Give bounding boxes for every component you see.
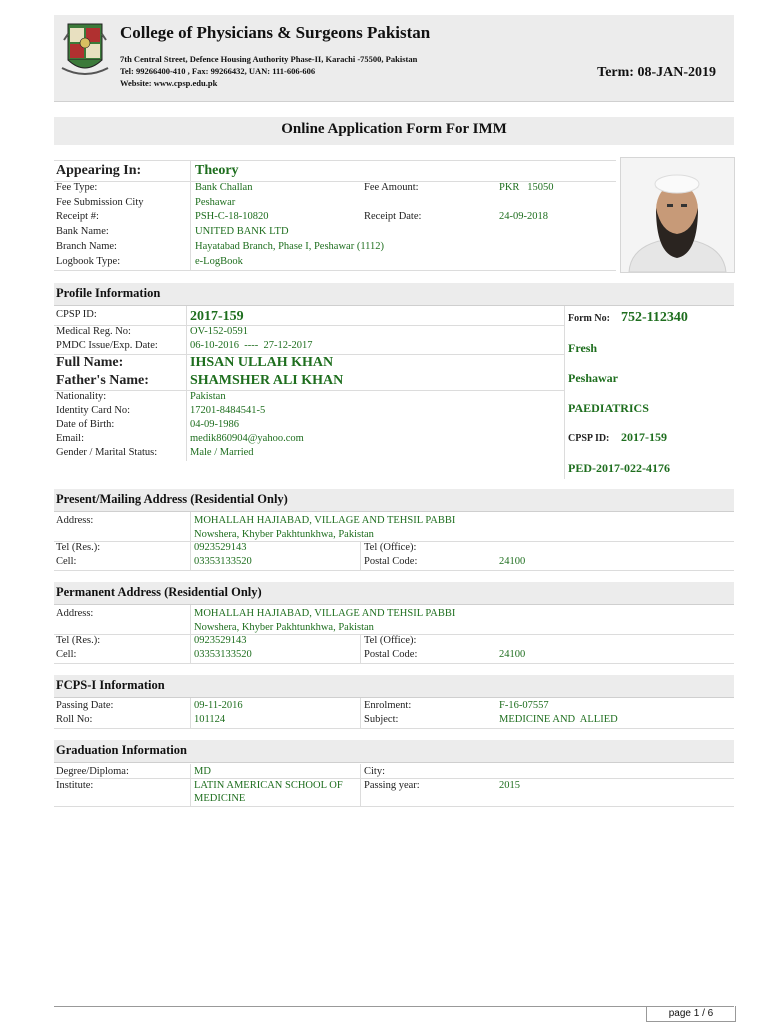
gender-value: Male / Married [190, 447, 254, 458]
fcps-passing-value: 09-11-2016 [194, 700, 243, 711]
email-value: medik860904@yahoo.com [190, 433, 304, 444]
branch-value: Hayatabad Branch, Phase I, Peshawar (1112) [195, 241, 385, 252]
fcps-passing-label: Passing Date: [56, 700, 114, 711]
present-tel-value: 0923529143 [194, 542, 247, 553]
permanent-address-line1: MOHALLAH HAJIABAD, VILLAGE AND TEHSIL PABBI [194, 608, 456, 619]
bank-label: Bank Name: [56, 226, 109, 237]
section-permanent-address-title: Permanent Address (Residential Only) [56, 585, 262, 599]
permanent-tel-label: Tel (Res.): [56, 635, 101, 646]
form-no-value: 752-112340 [621, 310, 688, 325]
father-name-label: Father's Name: [56, 373, 149, 388]
branch-label: Branch Name: [56, 241, 117, 252]
cpsp-id-value: 2017-159 [190, 309, 244, 324]
degree-value: MD [194, 766, 211, 777]
grad-city-label: City: [364, 766, 386, 777]
logbook-value: e-LogBook [195, 256, 243, 267]
footer-rule [54, 1006, 734, 1007]
section-fcps [54, 675, 734, 698]
section-present-address [54, 489, 734, 512]
present-tel-office-label: Tel (Office): [364, 542, 417, 553]
institute-label: Institute: [56, 780, 94, 791]
passing-year-label: Passing year: [364, 780, 420, 791]
fee-city-value: Peshawar [195, 197, 236, 208]
fcps-roll-value: 101124 [194, 714, 226, 725]
father-name-value: SHAMSHER ALI KHAN [190, 373, 344, 388]
letterhead [54, 15, 734, 102]
fcps-subject-label: Subject: [364, 714, 399, 725]
fee-amount-value: PKR 15050 [499, 182, 554, 193]
fee-amount-label: Fee Amount: [364, 182, 419, 193]
present-cell-value: 03353133520 [194, 556, 252, 567]
idcard-label: Identity Card No: [56, 405, 131, 416]
passing-year-value: 2015 [499, 780, 520, 791]
section-graduation [54, 740, 734, 763]
medreg-value: OV-152-0591 [190, 326, 248, 337]
full-name-value: IHSAN ULLAH KHAN [190, 355, 334, 370]
applicant-photo [620, 157, 735, 273]
form-title: Online Application Form For IMM [54, 117, 734, 145]
fcps-enrol-label: Enrolment: [364, 700, 412, 711]
idcard-value: 17201-8484541-5 [190, 405, 266, 416]
present-address-label: Address: [56, 515, 94, 526]
permanent-cell-label: Cell: [56, 649, 77, 660]
side-cpsp-id-value: 2017-159 [621, 430, 667, 444]
specialty: PAEDIATRICS [568, 401, 649, 415]
college-address: 7th Central Street, Defence Housing Authority Phase-II, Karachi -75500, Pakistan [120, 54, 418, 64]
fcps-enrol-value: F-16-07557 [499, 700, 549, 711]
full-name-label: Full Name: [56, 355, 124, 370]
exam-center: Peshawar [568, 371, 618, 385]
appearing-label: Appearing In: [56, 163, 142, 178]
medreg-label: Medical Reg. No: [56, 326, 131, 337]
permanent-address-line2: Nowshera, Khyber Pakhtunkhwa, Pakistan [194, 622, 374, 633]
form-no-label: Form No: [568, 313, 610, 324]
present-cell-label: Cell: [56, 556, 77, 567]
present-postal-value: 24100 [499, 556, 526, 567]
fee-city-label: Fee Submission City [56, 197, 144, 208]
institute-line2: MEDICINE [194, 793, 246, 804]
present-address-line1: MOHALLAH HAJIABAD, VILLAGE AND TEHSIL PABBI [194, 515, 456, 526]
institute-line1: LATIN AMERICAN SCHOOL OF [194, 780, 343, 791]
fee-type-label: Fee Type: [56, 182, 98, 193]
section-profile [54, 283, 734, 306]
section-profile-title: Profile Information [56, 286, 161, 300]
receipt-date-label: Receipt Date: [364, 211, 422, 222]
dob-label: Date of Birth: [56, 419, 115, 430]
section-graduation-title: Graduation Information [56, 743, 187, 757]
receipt-value: PSH-C-18-10820 [195, 211, 269, 222]
receipt-date-value: 24-09-2018 [499, 211, 548, 222]
present-tel-label: Tel (Res.): [56, 542, 101, 553]
applicant-status: Fresh [568, 341, 598, 355]
pmdc-value: 06-10-2016 ---- 27-12-2017 [190, 340, 313, 351]
college-name: College of Physicians & Surgeons Pakistan [120, 23, 431, 42]
dob-value: 04-09-1986 [190, 419, 239, 430]
email-label: Email: [56, 433, 84, 444]
fcps-subject-value: MEDICINE AND ALLIED [499, 714, 618, 725]
nationality-value: Pakistan [190, 391, 226, 402]
nationality-label: Nationality: [56, 391, 107, 402]
side-cpsp-id-label: CPSP ID: [568, 433, 610, 444]
college-phones: Tel: 99266400-410 , Fax: 99266432, UAN: 111-606-606 [120, 66, 316, 76]
permanent-cell-value: 03353133520 [194, 649, 252, 660]
page-number: page 1 / 6 [646, 1006, 736, 1022]
receipt-label: Receipt #: [56, 211, 99, 222]
permanent-postal-value: 24100 [499, 649, 526, 660]
section-fcps-title: FCPS-I Information [56, 678, 165, 692]
permanent-tel-office-label: Tel (Office): [364, 635, 417, 646]
cpsp-id-label: CPSP ID: [56, 309, 97, 320]
degree-label: Degree/Diploma: [56, 766, 129, 777]
permanent-address-label: Address: [56, 608, 94, 619]
gender-label: Gender / Marital Status: [56, 447, 158, 458]
appearing-value: Theory [195, 163, 239, 178]
section-permanent-address [54, 582, 734, 605]
college-crest-logo [60, 20, 110, 78]
logbook-label: Logbook Type: [56, 256, 121, 267]
fcps-roll-label: Roll No: [56, 714, 93, 725]
term-date: Term: 08-JAN-2019 [597, 65, 716, 80]
pmdc-label: PMDC Issue/Exp. Date: [56, 340, 158, 351]
section-present-address-title: Present/Mailing Address (Residential Only) [56, 492, 288, 506]
fee-type-value: Bank Challan [195, 182, 253, 193]
reference-number: PED-2017-022-4176 [568, 461, 670, 475]
person-portrait-icon [621, 158, 734, 272]
present-address-line2: Nowshera, Khyber Pakhtunkhwa, Pakistan [194, 529, 374, 540]
college-website: Website: www.cpsp.edu.pk [120, 78, 218, 88]
permanent-postal-label: Postal Code: [364, 649, 418, 660]
permanent-tel-value: 0923529143 [194, 635, 247, 646]
bank-value: UNITED BANK LTD [195, 226, 289, 237]
present-postal-label: Postal Code: [364, 556, 418, 567]
